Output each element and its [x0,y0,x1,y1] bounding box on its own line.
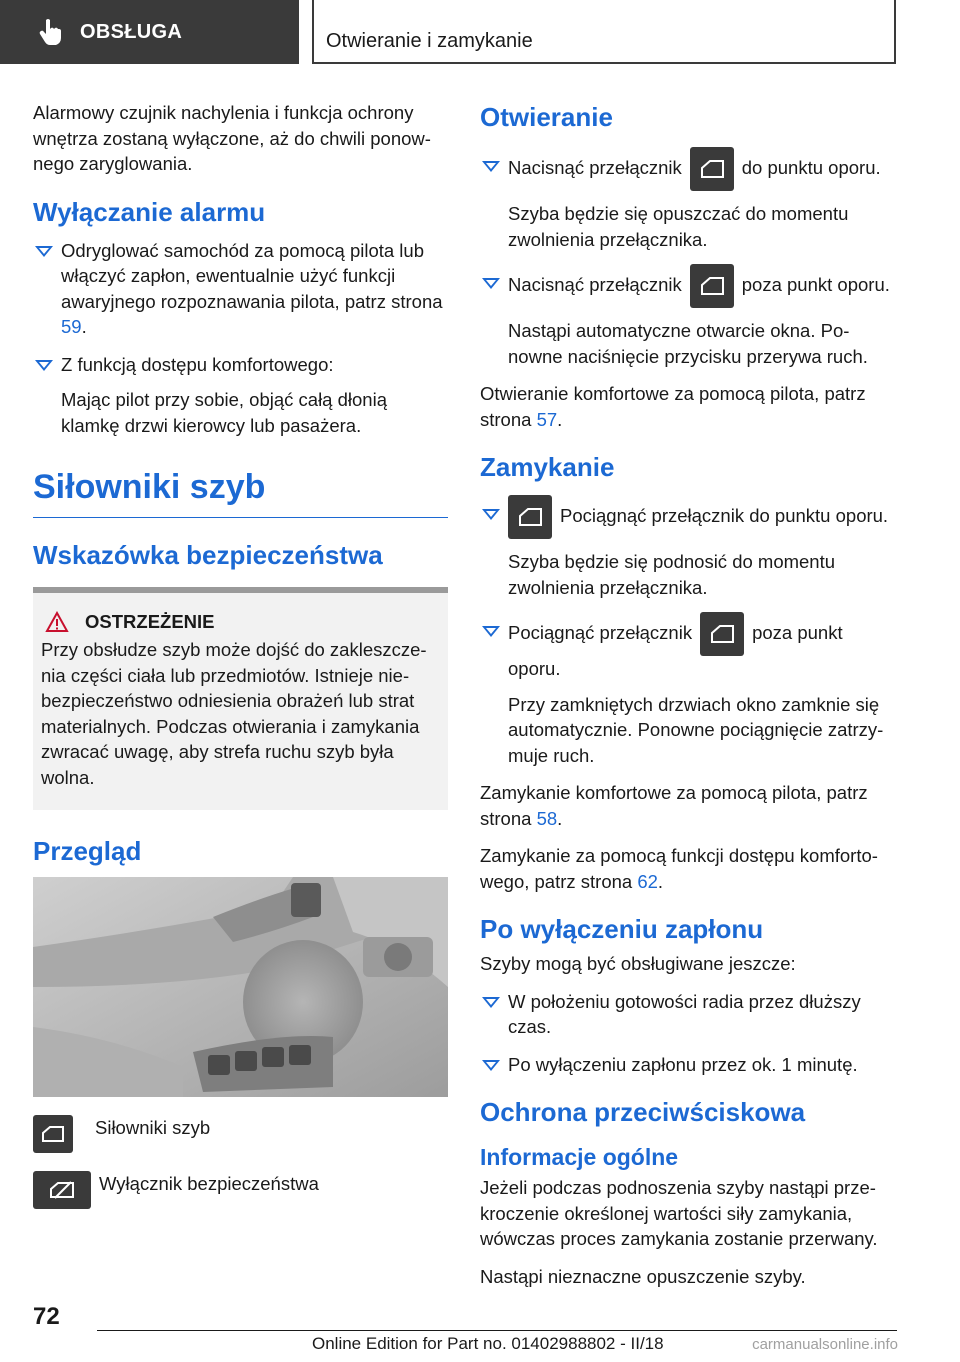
page-link[interactable]: 59 [61,316,82,337]
bullet-triangle-icon [35,360,53,371]
warning-box [33,587,448,810]
page-link[interactable]: 57 [536,408,558,430]
bullet-triangle-icon [482,509,500,520]
heading-overview: Przegląd [33,836,142,866]
door-panel-photo [33,877,448,1097]
list-item: Nacisnąć przełącznik do punktu oporu. Szyba będzie się opuszczać do momentu zwolnienia przełącznika. [480,147,900,252]
list-item: Pociągnąć przełącznik poza punkt oporu. Przy zamkniętych drzwiach okno zamknie się automatycznie. Ponowne pociągnięcie zatrzy-muje ruch. [480,612,900,768]
safety-switch-icon [33,1171,91,1209]
window-switch-icon [508,495,552,539]
heading-close: Zamykanie [480,452,615,482]
bullet-triangle-icon [482,278,500,289]
list-item: Z funkcją dostępu komfortowego: Mając pilot przy sobie, objąć całą dłonią klamkę drzwi kierowcy lub pasażera. [33,352,448,439]
heading-ignition: Po wyłączeniu zapłonu [480,914,764,944]
bullet-triangle-icon [482,626,500,637]
watermark: carmanualsonline.info [752,1336,898,1353]
chapter-title: Otwieranie i zamykanie [326,30,533,52]
list-item: Nacisnąć przełącznik poza punkt oporu. Nastąpi automatyczne otwarcie okna. Po-nowne naciśnięcie przycisku przerywa ruch. [480,264,900,369]
paragraph: Zamykanie komfortowe za pomocą pilota, patrz strona 58. [480,782,868,829]
section-tab [0,0,299,64]
list-item: Odryglować samochód za pomocą pilota lub włączyć zapłon, ewentualnie użyć funkcji awaryjnego rozpoznawania pilota, patrz strona 59. [33,238,448,340]
left-column [33,100,448,1209]
paragraph: Szyby mogą być obsługiwane jeszcze: [480,953,796,974]
page-number: 72 [33,1303,60,1330]
heading-open: Otwieranie [480,102,613,132]
heading-pinch: Ochrona przeciwściskowa [480,1097,806,1127]
legend-item: Siłowniki szyb [33,1115,448,1153]
list-item: Pociągnąć przełącznik do punktu oporu. Szyba będzie się podnosić do momentu zwolnienia przełącznika. [480,495,900,600]
paragraph: Nastąpi nieznaczne opuszczenie szyby. [480,1265,806,1287]
edition-text: Online Edition for Part no. 01402988802 - II/18 [312,1334,664,1353]
window-switch-icon [33,1115,73,1153]
heading-general: Informacje ogólne [480,1144,679,1170]
chapter-title-box [312,0,896,64]
warning-text: Przy obsłudze szyb może dojść do zakleszcze-nia części ciała lub przedmiotów. Istnieje nie-bezpieczeństwo odniesienia obrażeń lub strat materialnych. Podczas otwierania i zamykania zwracać uwagę, aby strefa ruchu szyb była wolna. [41,639,427,788]
hand-pointer-icon [36,17,66,47]
page-link[interactable]: 62 [637,870,658,892]
window-switch-icon [690,147,734,191]
list-item: W położeniu gotowości radia przez dłuższy czas. [480,989,900,1040]
section-label: OBSŁUGA [80,20,183,43]
window-switch-icon [690,264,734,308]
heading-safety: Wskazówka bezpieczeństwa [33,540,383,570]
bullet-triangle-icon [482,161,500,172]
footer-divider [97,1330,897,1331]
bullet-triangle-icon [482,1060,500,1071]
legend-item: Wyłącznik bezpieczeństwa [33,1171,448,1209]
intro-paragraph: Alarmowy czujnik nachylenia i funkcja ochrony wnętrza zostaną wyłączone, aż do chwili ponow-nego zaryglowania. [33,102,431,174]
paragraph: Otwieranie komfortowe za pomocą pilota, patrz strona 57. [480,383,866,430]
heading-main: Siłowniki szyb [33,468,448,518]
bullet-triangle-icon [482,997,500,1008]
window-switch-icon [700,612,744,656]
list-item: Po wyłączeniu zapłonu przez ok. 1 minutę. [480,1052,900,1078]
page-link[interactable]: 58 [536,807,558,829]
warning-triangle-icon [45,611,69,633]
bullet-triangle-icon [35,246,53,257]
right-column [480,100,900,1301]
paragraph: Jeżeli podczas podnoszenia szyby nastąpi prze-kroczenie określonej wartości siły zamykania, wówczas proces zamykania zostanie przerwany. [480,1177,878,1249]
warning-title: OSTRZEŻENIE [85,611,215,632]
paragraph: Zamykanie za pomocą funkcji dostępu komforto-wego, patrz strona 62. [480,845,878,892]
heading-alarm: Wyłączanie alarmu [33,196,266,227]
